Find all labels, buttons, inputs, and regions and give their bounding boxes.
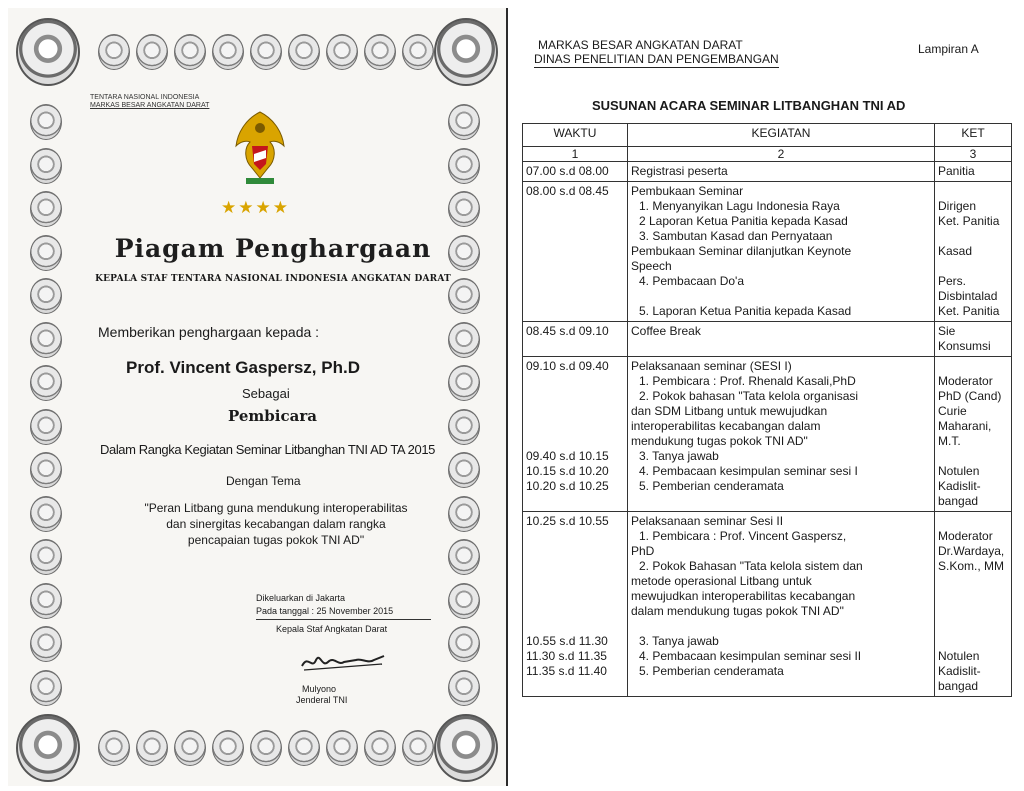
activity-cell-line: interoperabilitas kecabangan dalam: [631, 419, 821, 433]
col-number: 1: [523, 147, 628, 162]
signer-name: Mulyono: [302, 684, 337, 694]
activity-cell-line: Coffee Break: [631, 324, 701, 338]
activity-cell-line: 1. Menyanyikan Lagu Indonesia Raya: [639, 199, 840, 213]
time-cell: [523, 162, 628, 182]
note-cell-line: [938, 259, 1008, 274]
medallion-icon: [448, 322, 480, 358]
note-cell-line: [938, 574, 1008, 589]
activity-cell-line: dalam mendukung tugas pokok TNI AD": [631, 604, 844, 618]
activity-cell-line: Pelaksanaan seminar Sesi II: [631, 514, 784, 528]
schedule-title: SUSUNAN ACARA SEMINAR LITBANGHAN TNI AD: [592, 98, 906, 113]
note-cell-line: [938, 619, 1008, 634]
certificate-subtitle: KEPALA STAF TENTARA NASIONAL INDONESIA ANGKATAN DARAT: [95, 274, 451, 284]
note-cell-line: Konsumsi: [938, 339, 991, 353]
medallion-icon: [364, 730, 396, 766]
activity-cell-line: [631, 619, 931, 634]
table-row: [523, 322, 1012, 357]
time-cell-line: 09.10 s.d 09.40: [526, 359, 609, 373]
issued-by: Kepala Staf Angkatan Darat: [276, 624, 388, 634]
note-cell-line: Dr.Wardaya,: [938, 544, 1005, 558]
medallion-icon: [326, 730, 358, 766]
note-cell-line: [938, 229, 1008, 244]
medallion-icon: [30, 191, 62, 227]
activity-cell: [628, 162, 935, 182]
org-line2: DINAS PENELITIAN DAN PENGEMBANGAN: [534, 52, 779, 66]
note-cell-line: [938, 514, 1008, 529]
time-cell-line: [526, 589, 624, 604]
header-time: WAKTU: [523, 124, 628, 147]
medallion-icon: [30, 278, 62, 314]
certificate-title: Piagam Penghargaan: [114, 234, 432, 263]
note-cell-line: PhD (Cand): [938, 389, 1002, 403]
table-number-row: [523, 147, 1012, 162]
medallion-icon: [448, 235, 480, 271]
time-cell: [523, 357, 628, 512]
theme-line: pencapaian tugas pokok TNI AD": [187, 533, 365, 547]
activity-cell-line: PhD: [631, 544, 655, 558]
table-row: [523, 182, 1012, 322]
col-number: 2: [628, 147, 935, 162]
note-cell-line: [938, 589, 1008, 604]
note-cell-line: Kasad: [938, 244, 973, 258]
time-cell-line: 09.40 s.d 10.15: [526, 449, 609, 463]
signature-icon: [298, 650, 388, 674]
time-cell: [523, 322, 628, 357]
medallion-icon: [288, 34, 320, 70]
note-cell-line: [938, 184, 1008, 199]
corner-emblem-icon: [16, 18, 80, 86]
time-cell-line: [526, 619, 624, 634]
activity-cell-line: metode operasional Litbang untuk: [631, 574, 812, 588]
note-cell: [935, 512, 1012, 697]
medallion-icon: [98, 730, 130, 766]
medallion-icon: [402, 730, 434, 766]
header-note: KET: [935, 124, 1012, 147]
activity-cell-line: Speech: [631, 259, 672, 273]
theme-line: dan sinergitas kecabangan dalam rangka: [166, 517, 386, 531]
activity-cell-line: Pembukaan Seminar dilanjutkan Keynote: [631, 244, 852, 258]
activity-cell-line: 1. Pembicara : Prof. Vincent Gaspersz,: [639, 529, 847, 543]
medallion-icon: [448, 409, 480, 445]
corner-emblem-icon: [434, 714, 498, 782]
activity-cell: [628, 512, 935, 697]
note-cell-line: Ket. Panitia: [938, 304, 1000, 318]
time-cell-line: 10.15 s.d 10.20: [526, 464, 609, 478]
issued-at: Dikeluarkan di Jakarta: [256, 593, 346, 603]
time-cell-line: [526, 389, 624, 404]
note-cell-line: M.T.: [938, 434, 961, 448]
time-cell-line: [526, 604, 624, 619]
issued-date: Pada tanggal : 25 November 2015: [256, 606, 431, 620]
attachment-label: Lampiran A: [918, 42, 979, 56]
note-cell: [935, 357, 1012, 512]
time-cell-line: [526, 374, 624, 389]
note-cell-line: Curie: [938, 404, 967, 418]
time-cell-line: 10.20 s.d 10.25: [526, 479, 609, 493]
time-cell-line: [526, 404, 624, 419]
note-cell-line: Dirigen: [938, 199, 977, 213]
activity-cell: [628, 182, 935, 322]
activity-cell-line: 3. Sambutan Kasad dan Pernyataan: [639, 229, 833, 243]
table-row: [523, 162, 1012, 182]
medallion-icon: [30, 322, 62, 358]
medallion-icon: [30, 409, 62, 445]
time-cell-line: [526, 559, 624, 574]
medallion-icon: [448, 148, 480, 184]
note-cell: [935, 162, 1012, 182]
medallion-icon: [174, 730, 206, 766]
activity-cell-line: 2. Pokok bahasan "Tata kelola organisasi: [639, 389, 859, 403]
note-cell-line: Notulen: [938, 649, 980, 663]
note-cell: [935, 182, 1012, 322]
medallion-icon: [448, 626, 480, 662]
corner-emblem-icon: [16, 714, 80, 782]
time-cell-line: 08.00 s.d 08.45: [526, 184, 609, 198]
as-text: Sebagai: [242, 386, 290, 401]
medallion-icon: [448, 191, 480, 227]
army-emblem-icon: [230, 108, 290, 188]
note-cell-line: bangad: [938, 494, 979, 508]
role-text: Pembicara: [228, 407, 317, 425]
medallion-icon: [30, 148, 62, 184]
note-cell-line: Moderator: [938, 529, 993, 543]
time-cell-line: 08.45 s.d 09.10: [526, 324, 609, 338]
medallion-icon: [98, 34, 130, 70]
medallion-icon: [212, 730, 244, 766]
medallion-icon: [30, 670, 62, 706]
header-activity: KEGIATAN: [628, 124, 935, 147]
time-cell-line: [526, 574, 624, 589]
note-cell-line: Sie: [938, 324, 956, 338]
note-cell-line: [938, 604, 1008, 619]
medallion-icon: [448, 670, 480, 706]
note-cell: [935, 322, 1012, 357]
note-cell-line: Panitia: [938, 164, 975, 178]
table-header-row: [523, 124, 1012, 147]
medallion-icon: [30, 104, 62, 140]
activity-cell-line: Pelaksanaan seminar (SESI I): [631, 359, 792, 373]
theme-quote: [96, 500, 456, 548]
table-row: [523, 512, 1012, 697]
medallion-icon: [448, 583, 480, 619]
time-cell-line: [526, 419, 624, 434]
medallion-icon: [364, 34, 396, 70]
note-cell-line: Maharani,: [938, 419, 992, 433]
activity-cell-line: 3. Tanya jawab: [639, 449, 719, 463]
schedule-table: [522, 123, 1012, 697]
time-cell-line: 11.35 s.d 11.40: [526, 664, 607, 678]
note-cell-line: Kadislit-: [938, 479, 981, 493]
table-row: [523, 357, 1012, 512]
org-line1: MARKAS BESAR ANGKATAN DARAT: [538, 38, 743, 52]
time-cell-line: 07.00 s.d 08.00: [526, 164, 609, 178]
theme-line: "Peran Litbang guna mendukung interoperabilitas: [144, 501, 408, 515]
medallion-icon: [174, 34, 206, 70]
medallion-icon: [30, 452, 62, 488]
medallion-icon: [250, 34, 282, 70]
medallion-icon: [402, 34, 434, 70]
time-cell-line: [526, 529, 624, 544]
time-cell-line: 10.25 s.d 10.55: [526, 514, 609, 528]
medallion-icon: [136, 730, 168, 766]
context-text: Dalam Rangka Kegiatan Seminar Litbanghan TNI AD TA 2015: [100, 442, 435, 457]
theme-label: Dengan Tema: [226, 474, 301, 488]
activity-cell-line: [631, 289, 931, 304]
time-cell: [523, 512, 628, 697]
medallion-icon: [448, 452, 480, 488]
activity-cell-line: 1. Pembicara : Prof. Rhenald Kasali,PhD: [639, 374, 856, 388]
recipient-name: Prof. Vincent Gaspersz, Ph.D: [126, 358, 360, 377]
note-cell-line: bangad: [938, 679, 979, 693]
activity-cell-line: 4. Pembacaan kesimpulan seminar sesi I: [639, 464, 858, 478]
note-cell-line: Ket. Panitia: [938, 214, 1000, 228]
activity-cell: [628, 357, 935, 512]
note-cell-line: Disbintalad: [938, 289, 998, 303]
activity-cell-line: 4. Pembacaan kesimpulan seminar sesi II: [639, 649, 862, 663]
activity-cell-line: 5. Pemberian cenderamata: [639, 664, 784, 678]
activity-cell-line: 5. Laporan Ketua Panitia kepada Kasad: [639, 304, 852, 318]
activity-cell-line: 3. Tanya jawab: [639, 634, 719, 648]
activity-cell-line: dan SDM Litbang untuk mewujudkan: [631, 404, 828, 418]
activity-cell: [628, 322, 935, 357]
activity-cell-line: Pembukaan Seminar: [631, 184, 744, 198]
note-cell-line: [938, 634, 1008, 649]
note-cell-line: [938, 449, 1008, 464]
medallion-icon: [30, 539, 62, 575]
activity-cell-line: 2 Laporan Ketua Panitia kepada Kasad: [639, 214, 848, 228]
medallion-icon: [30, 496, 62, 532]
note-cell-line: [938, 359, 1008, 374]
medallion-icon: [30, 626, 62, 662]
activity-cell-line: Registrasi peserta: [631, 164, 728, 178]
schedule-page: [512, 8, 1016, 786]
note-cell-line: Kadislit-: [938, 664, 981, 678]
note-cell-line: Notulen: [938, 464, 980, 478]
note-cell-line: S.Kom., MM: [938, 559, 1005, 573]
corner-emblem-icon: [434, 18, 498, 86]
activity-cell-line: mewujudkan interoperabilitas kecabangan: [631, 589, 856, 603]
medallion-icon: [212, 34, 244, 70]
medallion-icon: [288, 730, 320, 766]
activity-cell-line: mendukung tugas pokok TNI AD": [631, 434, 808, 448]
activity-cell-line: 4. Pembacaan Do'a: [639, 274, 745, 288]
stars: ★★★★: [221, 198, 290, 217]
medallion-icon: [326, 34, 358, 70]
activity-cell-line: 5. Pemberian cenderamata: [639, 479, 784, 493]
cert-header-line1: TENTARA NASIONAL INDONESIA: [90, 94, 200, 101]
give-text: Memberikan penghargaan kepada :: [98, 324, 320, 340]
medallion-icon: [448, 365, 480, 401]
medallion-icon: [30, 235, 62, 271]
medallion-icon: [136, 34, 168, 70]
activity-cell-line: 2. Pokok Bahasan "Tata kelola sistem dan: [639, 559, 863, 573]
note-cell-line: Pers.: [938, 274, 967, 288]
signer-rank: Jenderal TNI: [296, 695, 348, 705]
time-cell-line: 10.55 s.d 11.30: [526, 634, 608, 648]
note-cell-line: Moderator: [938, 374, 993, 388]
cert-header-line2: MARKAS BESAR ANGKATAN DARAT: [90, 102, 210, 109]
time-cell-line: [526, 544, 624, 559]
medallion-icon: [448, 104, 480, 140]
certificate: [8, 8, 508, 786]
medallion-icon: [250, 730, 282, 766]
medallion-icon: [30, 365, 62, 401]
time-cell: [523, 182, 628, 322]
medallion-icon: [30, 583, 62, 619]
time-cell-line: [526, 434, 624, 449]
time-cell-line: 11.30 s.d 11.35: [526, 649, 607, 663]
col-number: 3: [935, 147, 1012, 162]
